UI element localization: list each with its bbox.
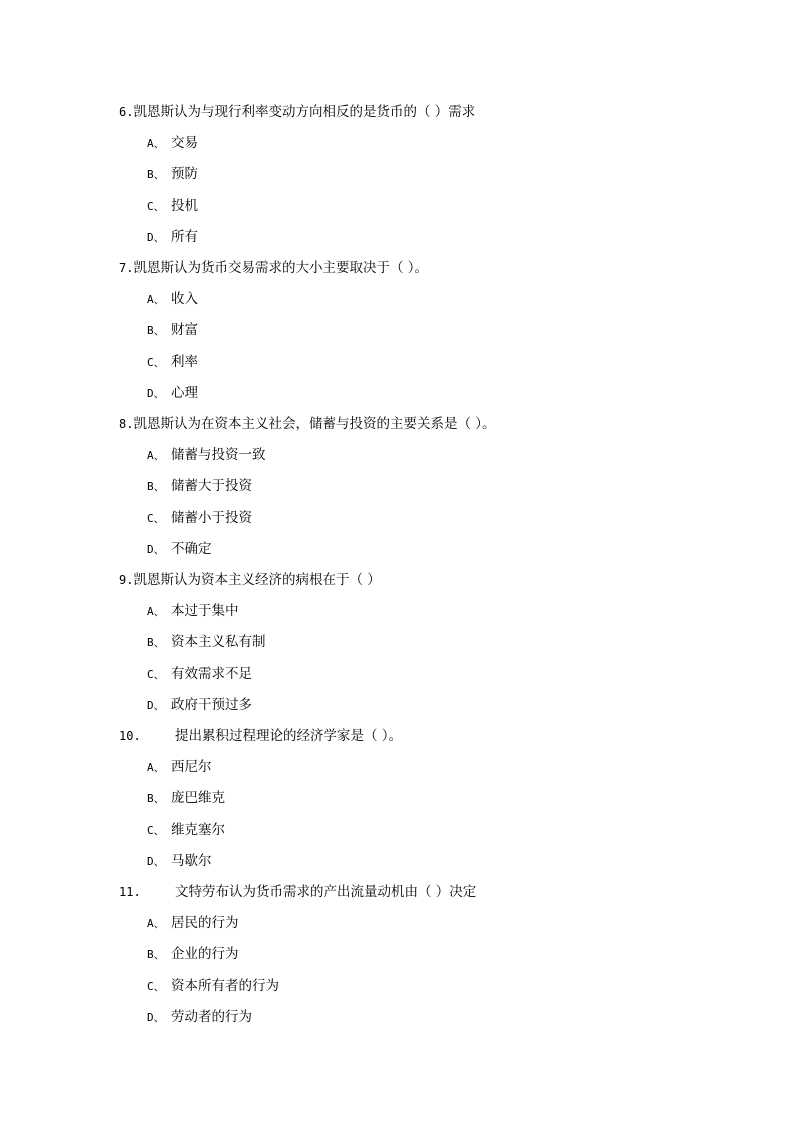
option-10b [147, 789, 225, 808]
option-label: B、 [147, 480, 165, 493]
option-text: 储蓄小于投资 [171, 510, 252, 526]
option-label: C、 [147, 200, 165, 213]
option-label: C、 [147, 668, 165, 681]
option-7b [147, 321, 198, 340]
option-text: 政府干预过多 [171, 697, 252, 713]
option-9d [147, 696, 252, 715]
option-text: 居民的行为 [171, 915, 239, 931]
question-number: 10. [119, 729, 141, 743]
question-text: 凯恩斯认为在资本主义社会，储蓄与投资的主要关系是（ ）。 [133, 416, 496, 432]
option-text: 维克塞尔 [171, 822, 225, 838]
option-label: D、 [147, 699, 165, 712]
option-6b [147, 165, 198, 184]
option-label: A、 [147, 605, 165, 618]
option-6c [147, 197, 198, 216]
question-10 [119, 727, 402, 745]
option-8a [147, 446, 266, 465]
question-11 [119, 883, 476, 901]
option-11b [147, 945, 239, 964]
option-text: 储蓄与投资一致 [171, 447, 266, 463]
option-label: B、 [147, 792, 165, 805]
question-number: 6. [119, 105, 134, 119]
option-8d [147, 540, 212, 559]
option-label: B、 [147, 948, 165, 961]
option-text: 劳动者的行为 [171, 1009, 252, 1025]
option-8b [147, 477, 252, 496]
option-label: A、 [147, 761, 165, 774]
option-7c [147, 353, 198, 372]
option-label: B、 [147, 636, 165, 649]
option-label: C、 [147, 980, 165, 993]
option-7d [147, 384, 198, 403]
option-text: 心理 [171, 385, 198, 401]
option-6d [147, 228, 198, 247]
option-10a [147, 758, 212, 777]
option-label: D、 [147, 231, 165, 244]
question-8 [119, 415, 496, 433]
option-text: 所有 [171, 229, 198, 245]
option-text: 资本主义私有制 [171, 634, 266, 650]
question-6 [119, 103, 475, 121]
option-text: 利率 [171, 354, 198, 370]
option-text: 马歇尔 [171, 853, 212, 869]
option-text: 有效需求不足 [171, 666, 252, 682]
option-label: B、 [147, 168, 165, 181]
option-label: D、 [147, 855, 165, 868]
option-11a [147, 914, 239, 933]
option-text: 交易 [171, 135, 198, 151]
option-11d [147, 1008, 252, 1027]
option-8c [147, 509, 252, 528]
option-text: 企业的行为 [171, 946, 239, 962]
option-9a [147, 602, 239, 621]
option-label: B、 [147, 324, 165, 337]
option-text: 储蓄大于投资 [171, 478, 252, 494]
option-10c [147, 821, 225, 840]
option-10d [147, 852, 212, 871]
option-9b [147, 633, 266, 652]
option-label: D、 [147, 543, 165, 556]
option-text: 预防 [171, 166, 198, 182]
option-text: 本过于集中 [171, 603, 239, 619]
option-label: A、 [147, 449, 165, 462]
question-text: 文特劳布认为货币需求的产出流量动机由（ ）决定 [175, 884, 477, 900]
question-text: 凯恩斯认为资本主义经济的病根在于（ ） [133, 572, 381, 588]
question-text: 提出累积过程理论的经济学家是（ ）。 [175, 728, 403, 744]
option-text: 资本所有者的行为 [171, 978, 279, 994]
question-number: 9. [119, 573, 134, 587]
option-text: 西尼尔 [171, 759, 212, 775]
option-text: 财富 [171, 322, 198, 338]
option-label: C、 [147, 356, 165, 369]
option-text: 不确定 [171, 541, 212, 557]
option-text: 庞巴维克 [171, 790, 225, 806]
option-9c [147, 665, 252, 684]
question-number: 7. [119, 261, 134, 275]
option-label: D、 [147, 387, 165, 400]
option-label: C、 [147, 512, 165, 525]
question-number: 8. [119, 417, 134, 431]
option-6a [147, 134, 198, 153]
option-text: 投机 [171, 198, 198, 214]
option-label: A、 [147, 137, 165, 150]
question-text: 凯恩斯认为与现行利率变动方向相反的是货币的（ ）需求 [133, 104, 476, 120]
option-label: D、 [147, 1011, 165, 1024]
question-text: 凯恩斯认为货币交易需求的大小主要取决于（ ）。 [133, 260, 428, 276]
question-7 [119, 259, 428, 277]
option-11c [147, 977, 279, 996]
question-9 [119, 571, 381, 589]
option-label: C、 [147, 824, 165, 837]
option-label: A、 [147, 293, 165, 306]
option-7a [147, 290, 198, 309]
option-text: 收入 [171, 291, 198, 307]
question-number: 11. [119, 885, 141, 899]
option-label: A、 [147, 917, 165, 930]
